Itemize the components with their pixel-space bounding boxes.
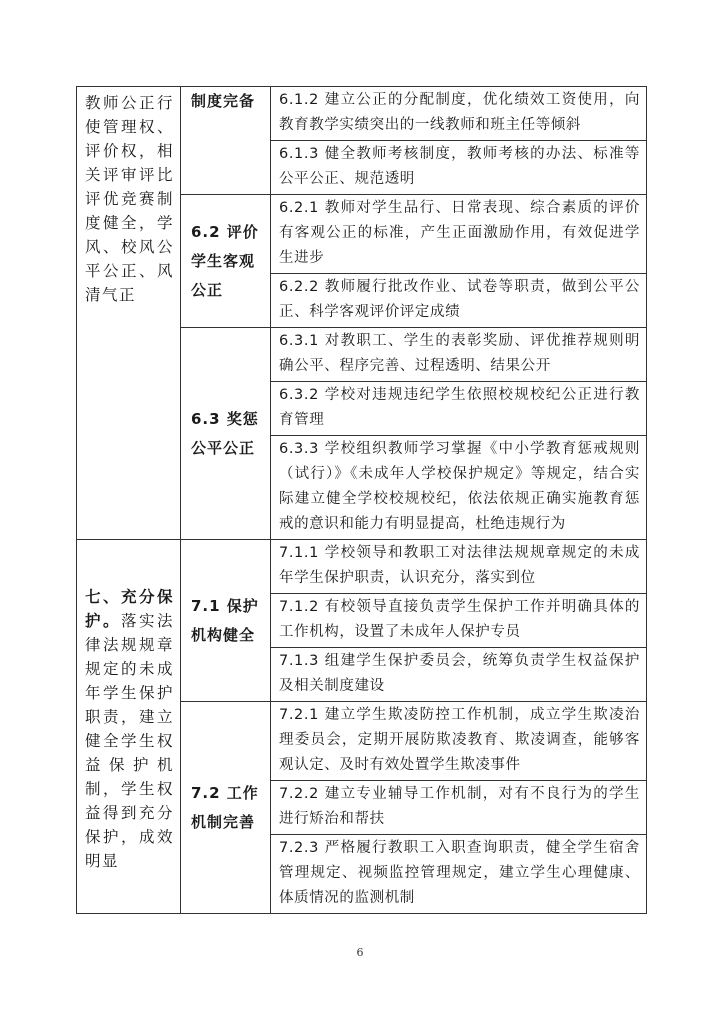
subcategory-6-3 — [181, 328, 271, 540]
category-6-text: 教师公正行使管理权、评价权，相关评审评比评优竞赛制度健全，学风、校风公平公正、风清气正 — [85, 94, 174, 304]
subcategory-6-1-label: 制度完备 — [191, 92, 256, 110]
item-6-3-1: 6.3.1 对教职工、学生的表彰奖励、评优推荐规则明确公平、程序完善、过程透明、结果公开 — [271, 328, 647, 382]
item-6-3-3: 6.3.3 学校组织教师学习掌握《中小学教育惩戒规则（试行）》《未成年人学校保护规定》等规定，结合实际建立健全学校校规校纪，依法依规正确实施教育惩戒的意识和能力有明显提高，杜绝违规行为 — [271, 436, 647, 540]
category-7-cell — [77, 540, 181, 914]
item-6-1-3: 6.1.3 健全教师考核制度，教师考核的办法、标准等公平公正、规范透明 — [271, 141, 647, 195]
item-6-2-2: 6.2.2 教师履行批改作业、试卷等职责，做到公平公正、科学客观评价评定成绩 — [271, 274, 647, 328]
item-6-3-2: 6.3.2 学校对违规违纪学生依照校规校纪公正进行教育管理 — [271, 382, 647, 436]
item-7-1-2: 7.1.2 有校领导直接负责学生保护工作并明确具体的工作机构，设置了未成年人保护专员 — [271, 594, 647, 648]
category-6-cell — [77, 87, 181, 540]
category-7-text: 落实法律法规规章规定的未成年学生保护职责，建立健全学生权益保护机制，学生权益得到充分保护，成效明显 — [85, 611, 174, 870]
subcategory-7-1 — [181, 540, 271, 702]
item-7-1-3: 7.1.3 组建学生保护委员会，统筹负责学生权益保护及相关制度建设 — [271, 648, 647, 702]
subcategory-6-1 — [181, 87, 271, 195]
item-7-2-3: 7.2.3 严格履行教职工入职查询职责，健全学生宿舍管理规定、视频监控管理规定，建立学生心理健康、体质情况的监测机制 — [271, 835, 647, 914]
page-number: 6 — [356, 946, 364, 959]
subcategory-7-2 — [181, 702, 271, 914]
subcategory-7-1-label: 7.1 保护机构健全 — [191, 596, 259, 644]
standards-table — [76, 86, 647, 914]
item-7-2-1: 7.2.1 建立学生欺凌防控工作机制，成立学生欺凌治理委员会，定期开展防欺凌教育、欺凌调查，能够客观认定、及时有效处置学生欺凌事件 — [271, 702, 647, 781]
subcategory-7-2-label: 7.2 工作机制完善 — [191, 783, 259, 831]
subcategory-6-2-label: 6.2 评价学生客观公正 — [191, 222, 259, 299]
category-7-title: 七、充分保护。 — [85, 587, 174, 630]
item-7-2-2: 7.2.2 建立专业辅导工作机制，对有不良行为的学生进行矫治和帮扶 — [271, 781, 647, 835]
item-6-1-2: 6.1.2 建立公正的分配制度，优化绩效工资使用，向教育教学实绩突出的一线教师和班主任等倾斜 — [271, 87, 647, 141]
item-7-1-1: 7.1.1 学校领导和教职工对法律法规规章规定的未成年学生保护职责，认识充分，落实到位 — [271, 540, 647, 594]
subcategory-6-3-label: 6.3 奖惩公平公正 — [191, 409, 259, 457]
subcategory-6-2 — [181, 195, 271, 328]
item-6-2-1: 6.2.1 教师对学生品行、日常表现、综合素质的评价有客观公正的标准，产生正面激励作用，有效促进学生进步 — [271, 195, 647, 274]
